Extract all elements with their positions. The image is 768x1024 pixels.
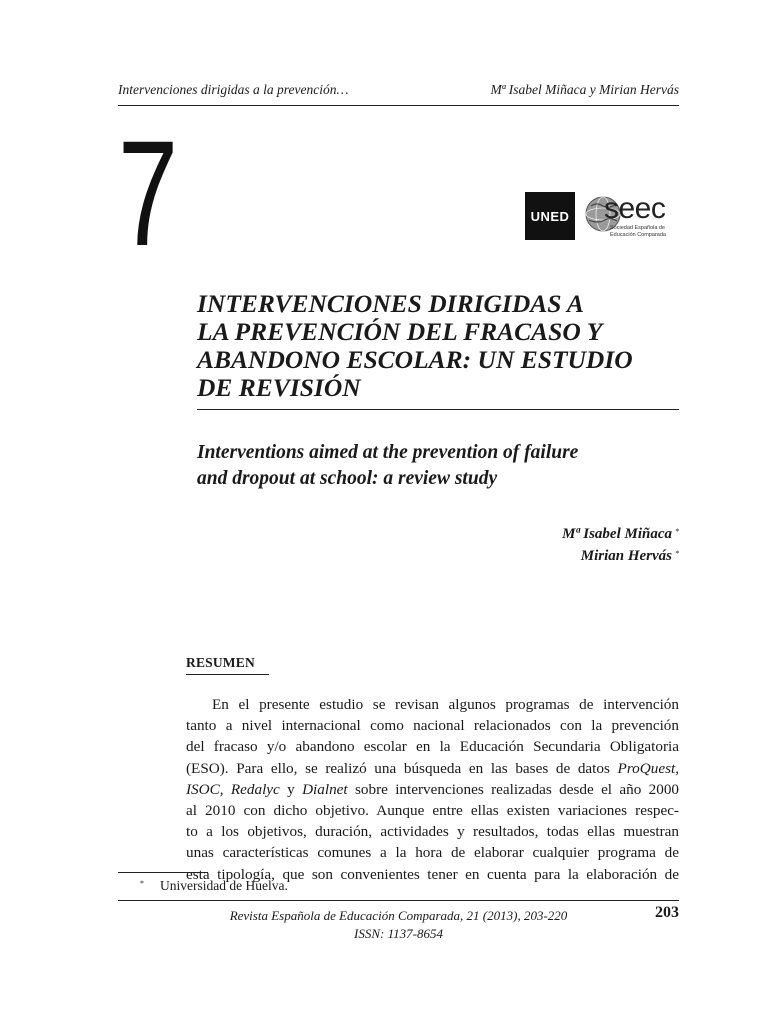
title-line: LA PREVENCIÓN DEL FRACASO Y xyxy=(197,317,603,346)
journal-name: Revista Española de Educación Comparada, 21 (2013), 203-220 xyxy=(229,908,568,923)
article-title xyxy=(197,290,679,402)
resumen-heading: RESUMEN xyxy=(186,655,255,670)
resumen-body xyxy=(186,694,679,885)
body-line: esta tipología, que son convenientes tener en cuenta para la elaboración de xyxy=(186,865,679,883)
running-head-right: Mª Isabel Miñaca y Mirian Hervás xyxy=(490,82,679,97)
title-line: ABANDONO ESCOLAR: UN ESTUDIO xyxy=(197,345,633,374)
body-line: tanto a nivel internacional como nacional relacionados con la prevención xyxy=(186,717,679,735)
footnote-mark: * xyxy=(140,879,144,888)
author-list xyxy=(562,523,679,567)
header-rule xyxy=(118,105,679,106)
author-name: Mirian Hervás xyxy=(580,548,672,564)
footnote-rule xyxy=(118,872,208,873)
seec-sub-line: Sociedad Española de xyxy=(610,225,666,231)
author-footnote-mark: * xyxy=(675,549,679,558)
body-line: al 2010 con dicho objetivo. Aunque entre ellas existen variaciones respec- xyxy=(186,802,679,820)
title-line: INTERVENCIONES DIRIGIDAS A xyxy=(197,289,584,318)
title-rule xyxy=(197,409,679,410)
page-number: 203 xyxy=(655,904,679,921)
running-head-left: Intervenciones dirigidas a la prevención… xyxy=(118,82,349,97)
body-line: del fracaso y/o abandono escolar en la Educación Secundaria Obligatoria xyxy=(186,738,679,756)
footer-rule xyxy=(118,900,679,901)
author-name: Mª Isabel Miñaca xyxy=(562,526,672,542)
body-line: to a los objetivos, duración, actividades y resultados, todas ellas muestran xyxy=(186,823,679,841)
seec-logo-text: seec xyxy=(604,192,666,225)
journal-citation xyxy=(118,907,679,943)
seec-sub-line: Educación Comparada xyxy=(610,232,666,238)
running-head xyxy=(118,82,679,98)
footnote-text: Universidad de Huelva. xyxy=(160,878,288,893)
title-line: DE REVISIÓN xyxy=(197,373,361,402)
body-line: unas características comunes a la hora de elaborar cualquier programa de xyxy=(186,844,679,862)
subtitle-line: Interventions aimed at the prevention of failure xyxy=(197,442,579,463)
author-footnote-mark: * xyxy=(675,527,679,536)
body-line: En el presente estudio se revisan algunos programas de intervención xyxy=(212,696,679,713)
uned-logo: UNED xyxy=(525,192,575,240)
chapter-number: 7 xyxy=(118,109,179,277)
article-subtitle xyxy=(197,440,679,492)
body-line: (ESO). Para ello, se realizó una búsqueda en las bases de datos ProQuest, xyxy=(186,759,679,777)
resumen-underline xyxy=(186,674,269,675)
seec-logo-subtitle xyxy=(610,225,666,239)
author xyxy=(562,523,679,545)
author xyxy=(562,545,679,567)
journal-issn: ISSN: 1137-8654 xyxy=(354,926,443,941)
body-line: ISOC, Redalyc y Dialnet sobre intervenciones realizadas desde el año 2000 xyxy=(186,780,680,798)
subtitle-line: and dropout at school: a review study xyxy=(197,468,498,489)
